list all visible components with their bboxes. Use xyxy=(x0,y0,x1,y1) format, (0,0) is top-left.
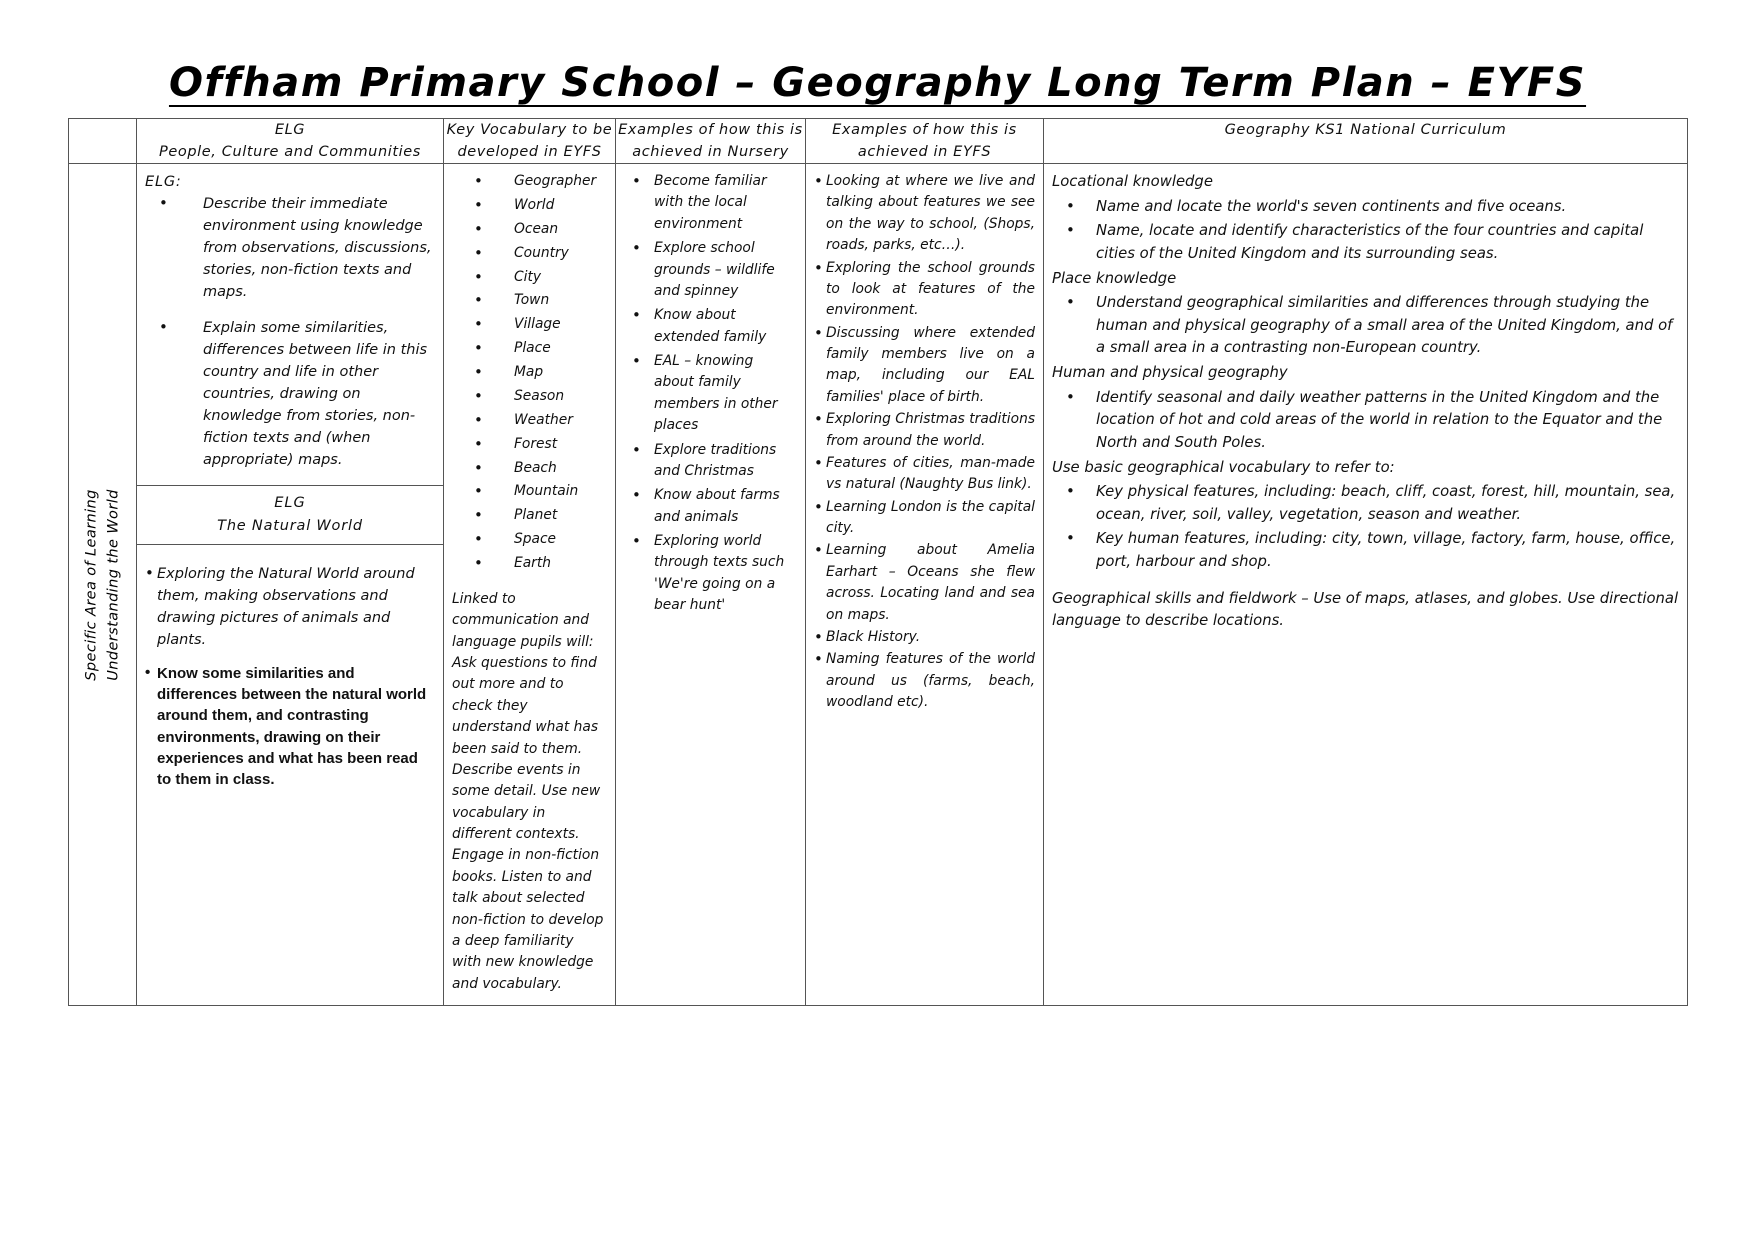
curriculum-heading-place: Place knowledge xyxy=(1052,269,1177,287)
list-item: • Describe their immediate environment using knowledge from observations, discussions, stories, non-fiction texts and maps. xyxy=(145,193,435,303)
list-item: • Planet xyxy=(452,505,607,526)
list-item: • Ocean xyxy=(452,219,607,240)
list-item: • Know about extended family xyxy=(624,305,797,348)
list-item: • Naming features of the world around us (farms, beach, woodland etc). xyxy=(814,649,1035,713)
list-item: • Name and locate the world's seven continents and five oceans. xyxy=(1052,196,1679,219)
header-cell-nursery xyxy=(616,119,806,164)
header-vocabulary-line2: developed in EYFS xyxy=(457,144,602,161)
elg-natural-world-block xyxy=(137,545,443,802)
long-term-plan-table xyxy=(68,118,1688,1006)
list-item: • Understand geographical similarities and differences through studying the human and physical geography of a small area of the United Kingdom, and of a small area in a contrasting non-European country. xyxy=(1052,292,1679,360)
list-item: • Season xyxy=(452,386,607,407)
header-eyfs-line1: Examples of how this is xyxy=(832,122,1017,138)
list-item: • Village xyxy=(452,314,607,335)
list-item: • Forest xyxy=(452,434,607,455)
nursery-block xyxy=(616,164,805,630)
header-vocabulary-line1: Key Vocabulary to be xyxy=(446,122,613,138)
cell-curriculum xyxy=(1044,164,1688,1006)
list-item: • Exploring Christmas traditions from around the world. xyxy=(814,409,1035,452)
list-item: • Geographer xyxy=(452,171,607,192)
list-item: • Name, locate and identify characteristics of the four countries and capital cities of the United Kingdom and its surrounding seas. xyxy=(1052,220,1679,265)
list-item: • Map xyxy=(452,362,607,383)
list-item: • Learning about Amelia Earhart – Oceans she flew across. Locating land and sea on maps. xyxy=(814,540,1035,626)
table-content-row xyxy=(69,164,1688,1006)
list-item: • Key human features, including: city, town, village, factory, farm, house, office, port, harbour and shop. xyxy=(1052,528,1679,573)
header-cell-vocabulary xyxy=(444,119,616,164)
header-nursery-line2: achieved in Nursery xyxy=(632,144,789,161)
eyfs-bullet-list xyxy=(814,171,1035,713)
elg-bullet-list xyxy=(145,193,435,471)
header-eyfs-line2: achieved in EYFS xyxy=(857,144,992,161)
list-item: • Country xyxy=(452,243,607,264)
list-item: • Place xyxy=(452,338,607,359)
curriculum-bullets-place xyxy=(1052,292,1679,360)
list-item: • Weather xyxy=(452,410,607,431)
list-item: • Earth xyxy=(452,553,607,574)
list-item: • Explain some similarities, differences between life in this country and life in other countries, drawing on knowledge from stories, non-fiction texts and (when appropriate) maps. xyxy=(145,317,435,471)
list-item: • City xyxy=(452,267,607,288)
page-title: Offham Primary School – Geography Long Term Plan – EYFS xyxy=(168,60,1587,106)
list-item: • Explore school grounds – wildlife and spinney xyxy=(624,238,797,302)
row-label-line2: Understanding the World xyxy=(104,488,121,681)
cell-eyfs xyxy=(806,164,1044,1006)
curriculum-bullets-vocabulary xyxy=(1052,481,1679,574)
list-item: • Discussing where extended family members live on a map, including our EAL families' place of birth. xyxy=(814,323,1035,409)
list-item: • Key physical features, including: beach, cliff, coast, forest, hill, mountain, sea, ocean, river, soil, valley, vegetation, season and weather. xyxy=(1052,481,1679,526)
list-item: • Space xyxy=(452,529,607,550)
header-cell-elg xyxy=(137,119,444,164)
header-curriculum-line1: Geography KS1 National Curriculum xyxy=(1224,122,1507,138)
natural-world-bullet-list xyxy=(145,563,435,791)
curriculum-heading-locational: Locational knowledge xyxy=(1052,173,1213,191)
elg-subhead-line2: The Natural World xyxy=(217,517,363,534)
eyfs-block xyxy=(806,164,1043,724)
list-item: • Identify seasonal and daily weather patterns in the United Kingdom and the location of hot and cold areas of the world in relation to the Equator and the North and South Poles. xyxy=(1052,387,1679,455)
header-nursery-line1: Examples of how this is xyxy=(618,122,803,138)
list-item: • Black History. xyxy=(814,627,1035,648)
list-item: • Town xyxy=(452,290,607,311)
list-item: • Features of cities, man-made vs natural (Naughty Bus link). xyxy=(814,453,1035,496)
cell-nursery xyxy=(616,164,806,1006)
header-elg-line2: People, Culture and Communities xyxy=(159,144,421,161)
vocabulary-word-list xyxy=(452,171,607,574)
list-item: • EAL – knowing about family members in other places xyxy=(624,351,797,437)
row-label-cell xyxy=(69,164,137,1006)
list-item: • Exploring the school grounds to look at features of the environment. xyxy=(814,258,1035,322)
header-cell-curriculum xyxy=(1044,119,1688,164)
list-item: • Explore traditions and Christmas xyxy=(624,440,797,483)
row-label-line1: Specific Area of Learning xyxy=(82,488,99,681)
elg-natural-world-subheader xyxy=(137,485,443,544)
header-cell-eyfs xyxy=(806,119,1044,164)
cell-vocabulary xyxy=(444,164,616,1006)
list-item: • Exploring world through texts such 'We're going on a bear hunt' xyxy=(624,531,797,617)
header-elg-line1: ELG xyxy=(274,122,306,138)
cell-elg xyxy=(137,164,444,1006)
list-item: • Mountain xyxy=(452,481,607,502)
list-item: • Looking at where we live and talking about features we see on the way to school, (Shops, roads, parks, etc…). xyxy=(814,171,1035,257)
list-item: • World xyxy=(452,195,607,216)
curriculum-block xyxy=(1044,164,1687,643)
curriculum-bullets-human-physical xyxy=(1052,387,1679,455)
table-header-row xyxy=(69,119,1688,164)
curriculum-bullets-locational xyxy=(1052,196,1679,266)
vocabulary-linked-to-text: Linked to communication and language pupils will: Ask questions to find out more and to check they understand what has been said to them. Describe events in some detail. Use new vocabulary in different contexts. Engage in non-fiction books. Listen to and talk about selected non-fiction to develop a deep familiarity with new knowledge and vocabulary. xyxy=(452,590,604,992)
header-cell-blank xyxy=(69,119,137,164)
row-label-rotated xyxy=(81,489,125,680)
vocabulary-block xyxy=(444,164,615,1005)
curriculum-heading-vocabulary: Use basic geographical vocabulary to refer to: xyxy=(1052,458,1395,476)
list-item: • Learning London is the capital city. xyxy=(814,497,1035,540)
elg-top-block xyxy=(137,164,443,485)
elg-label: ELG: xyxy=(145,174,182,191)
list-item: • Exploring the Natural World around them, making observations and drawing pictures of animals and plants. xyxy=(145,563,435,651)
curriculum-heading-human-physical: Human and physical geography xyxy=(1052,364,1288,382)
list-item: • Know about farms and animals xyxy=(624,485,797,528)
list-item: • Become familiar with the local environment xyxy=(624,171,797,235)
list-item: • Beach xyxy=(452,458,607,479)
curriculum-footer-text: Geographical skills and fieldwork – Use of maps, atlases, and globes. Use directional language to describe locations. xyxy=(1052,589,1679,630)
list-item-bold: • Know some similarities and differences between the natural world around them, and contrasting environments, drawing on their experiences and what has been read to them in class. xyxy=(145,663,435,791)
elg-subhead-line1: ELG xyxy=(274,495,306,512)
nursery-bullet-list xyxy=(624,171,797,617)
